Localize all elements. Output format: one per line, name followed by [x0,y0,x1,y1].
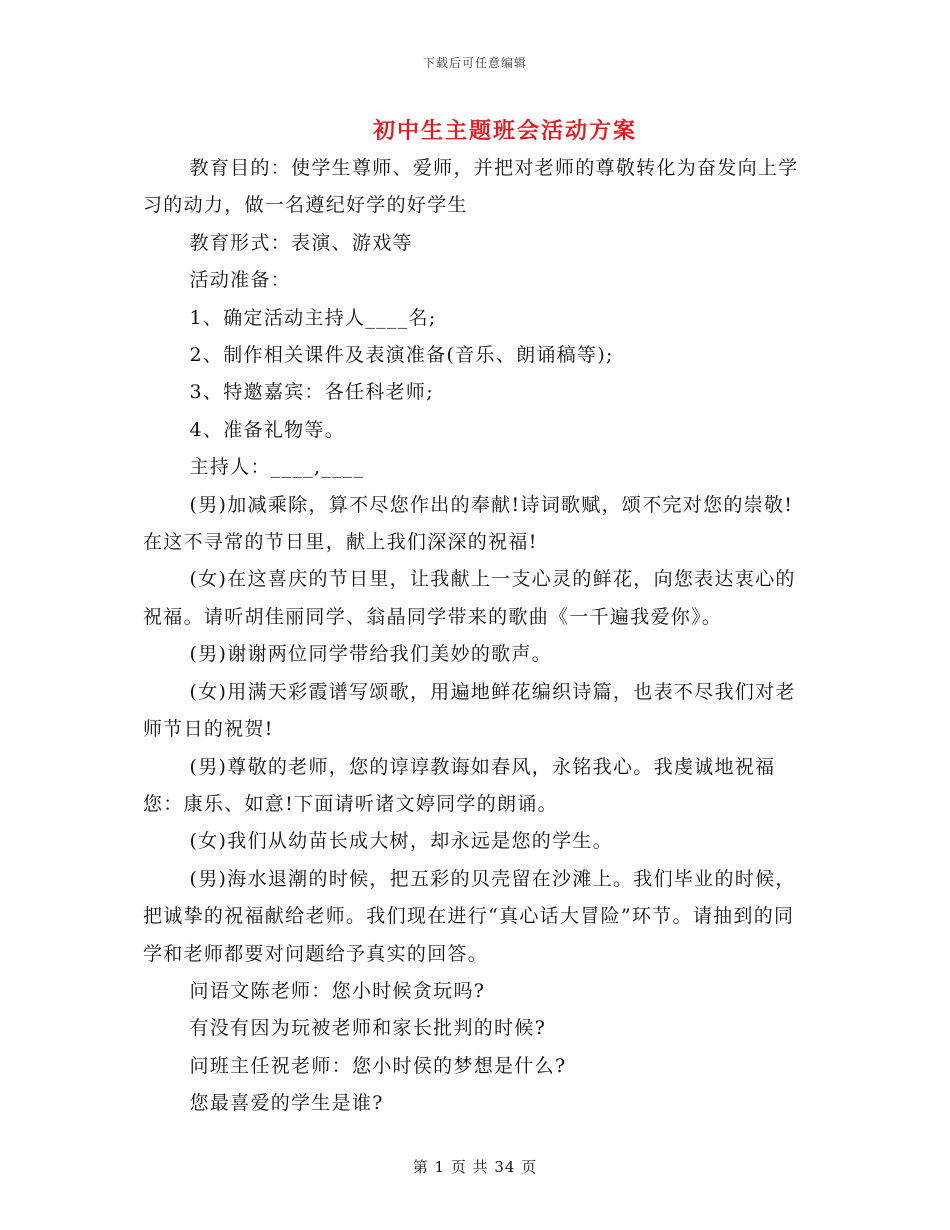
paragraph-education-goal: 教育目的：使学生尊师、爱师，并把对老师的尊敬转化为奋发向上学习的动力，做一名遵纪好学的好学生 [143,157,799,217]
paragraph-hosts: 主持人：____,____ [189,456,365,479]
paragraph-prep-item-4: 4、准备礼物等。 [189,418,346,441]
paragraph-dialogue-5: (男)尊敬的老师，您的谆谆教诲如春风，永铭我心。我虔诚地祝福您：康乐、如意!下面请听诸文婷同学的朗诵。 [143,755,776,815]
paragraph-dialogue-3: (男)谢谢两位同学带给我们美妙的歌声。 [189,643,553,666]
paragraph-question-4: 您最喜爱的学生是谁? [189,1092,384,1115]
paragraph-question-2: 有没有因为玩被老师和家长批判的时候? [189,1017,547,1040]
paragraph-dialogue-2: (女)在这喜庆的节日里，让我献上一支心灵的鲜花，向您表达衷心的祝福。请听胡佳丽同学、翁晶同学带来的歌曲《一千遍我爱你》。 [143,568,796,628]
paragraph-prep-item-1: 1、确定活动主持人____名; [189,306,437,329]
paragraph-dialogue-6: (女)我们从幼苗长成大树，却永远是您的学生。 [189,830,613,853]
document-body [143,150,813,1123]
paragraph-question-3: 问班主任祝老师：您小时侯的梦想是什么? [189,1054,567,1077]
paragraph-dialogue-1: (男)加减乘除，算不尽您作出的奉献!诗词歌赋，颂不完对您的崇敬!在这不寻常的节日里，献上我们深深的祝福! [143,493,794,554]
document-title: 初中生主题班会活动方案 [372,118,637,144]
paragraph-prep-item-3: 3、特邀嘉宾：各任科老师; [189,381,434,404]
paragraph-dialogue-7: (男)海水退潮的时候，把五彩的贝壳留在沙滩上。我们毕业的时候，把诚挚的祝福献给老师。我们现在进行“真心话大冒险”环节。请抽到的同学和老师都要对问题给予真实的回答。 [143,867,796,965]
page-number: 第 1 页 共 34 页 [412,1158,538,1176]
paragraph-activity-prep: 活动准备： [189,269,292,292]
paragraph-question-1: 问语文陈老师：您小时候贪玩吗? [189,979,486,1002]
paragraph-dialogue-4: (女)用满天彩霞谱写颂歌，用遍地鲜花编织诗篇，也表不尽我们对老师节日的祝贺! [143,680,796,741]
paragraph-prep-item-2: 2、制作相关课件及表演准备(音乐、朗诵稿等); [189,344,614,367]
paragraph-education-form: 教育形式：表演、游戏等 [189,231,413,254]
header-note: 下载后可任意编辑 [422,56,527,70]
